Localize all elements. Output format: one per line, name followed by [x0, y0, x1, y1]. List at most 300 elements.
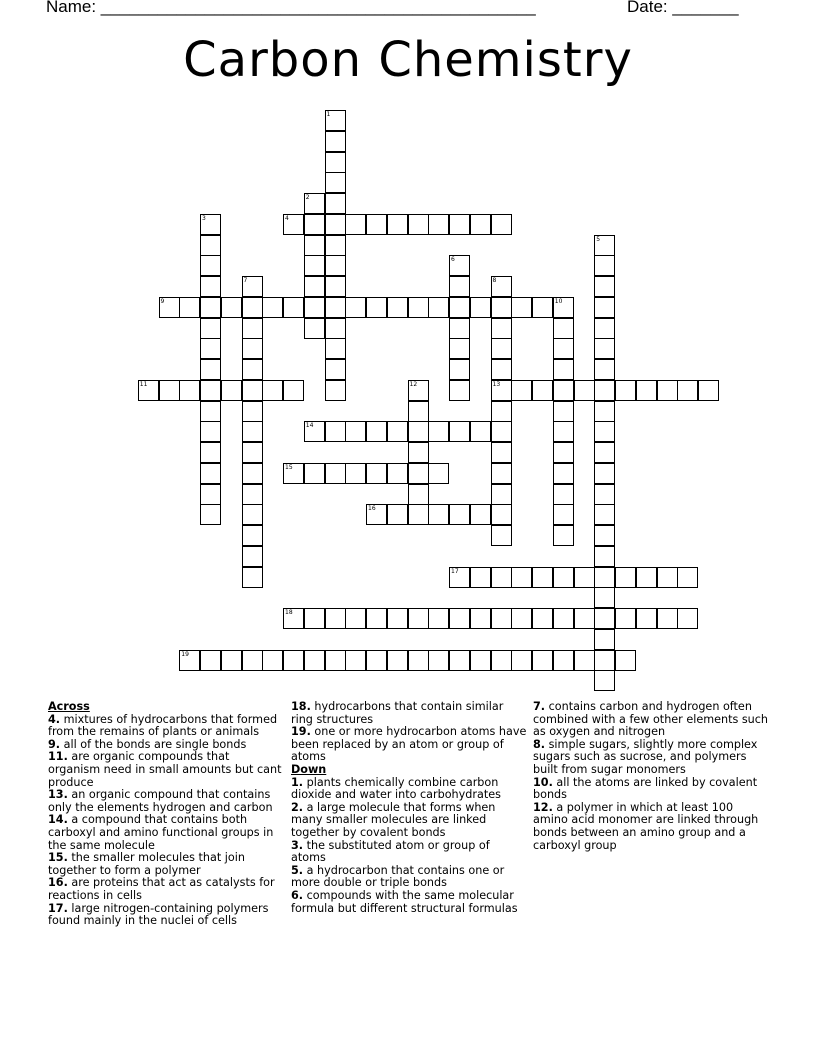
grid-cell[interactable] [698, 380, 719, 401]
across-clue [48, 903, 284, 928]
grid-cell[interactable] [159, 380, 180, 401]
grid-cell[interactable] [594, 546, 615, 567]
grid-cell[interactable] [325, 463, 346, 484]
grid-cell[interactable] [574, 567, 595, 588]
grid-cell[interactable] [594, 650, 615, 671]
grid-cell[interactable] [242, 546, 263, 567]
grid-cell[interactable] [325, 297, 346, 318]
grid-cell[interactable] [221, 380, 242, 401]
grid-cell[interactable] [594, 608, 615, 629]
clue-text: a compound that contains both carboxyl and amino functional groups in the same molecule [48, 813, 274, 852]
grid-cell[interactable] [594, 567, 615, 588]
grid-cell[interactable] [491, 504, 512, 525]
grid-cell[interactable] [242, 380, 263, 401]
grid-cell[interactable] [677, 567, 698, 588]
grid-cell[interactable] [594, 504, 615, 525]
grid-cell[interactable] [470, 297, 491, 318]
grid-cell[interactable] [449, 255, 470, 276]
grid-cell[interactable] [491, 567, 512, 588]
across-clue [48, 877, 284, 902]
grid-cell[interactable] [387, 297, 408, 318]
grid-cell[interactable] [304, 608, 325, 629]
grid-cell[interactable] [262, 650, 283, 671]
grid-cell[interactable] [428, 608, 449, 629]
grid-cell[interactable] [345, 608, 366, 629]
clue-text: an organic compound that contains only the elements hydrogen and carbon [48, 788, 273, 814]
grid-cell[interactable] [221, 297, 242, 318]
clue-number-label: 3. [291, 838, 304, 852]
grid-cell[interactable] [491, 608, 512, 629]
clue-number: 16 [368, 505, 376, 513]
clue-number: 4 [285, 214, 289, 222]
across-clue [291, 726, 527, 764]
grid-cell[interactable] [242, 359, 263, 380]
grid-cell[interactable] [553, 484, 574, 505]
grid-cell[interactable] [366, 214, 387, 235]
grid-cell[interactable] [449, 338, 470, 359]
grid-cell[interactable] [304, 276, 325, 297]
clue-text: compounds with the same molecular formula but different structural formulas [291, 888, 518, 915]
clue-number: 14 [305, 422, 314, 430]
grid-cell[interactable] [325, 235, 346, 256]
grid-cell[interactable] [200, 255, 221, 276]
clue-text: plants chemically combine carbon dioxide and water into carbohydrates [291, 775, 501, 802]
grid-cell[interactable] [657, 567, 678, 588]
grid-cell[interactable] [594, 380, 615, 401]
grid-cell[interactable] [408, 401, 429, 422]
grid-cell[interactable] [677, 380, 698, 401]
grid-cell[interactable] [242, 463, 263, 484]
down-clue [533, 739, 769, 777]
grid-cell[interactable] [574, 608, 595, 629]
grid-cell[interactable] [325, 650, 346, 671]
grid-cell[interactable] [242, 276, 263, 297]
grid-cell[interactable] [594, 338, 615, 359]
clues-column-1 [48, 701, 284, 928]
grid-cell[interactable] [491, 484, 512, 505]
grid-cell[interactable] [242, 567, 263, 588]
grid-cell[interactable] [387, 650, 408, 671]
clue-number-label: 6. [291, 888, 304, 902]
grid-cell[interactable] [179, 650, 200, 671]
grid-cell[interactable] [553, 650, 574, 671]
clue-number-label: 15. [48, 851, 68, 865]
grid-cell[interactable] [449, 650, 470, 671]
grid-cell[interactable] [345, 421, 366, 442]
grid-cell[interactable] [553, 463, 574, 484]
grid-cell[interactable] [408, 442, 429, 463]
across-clue [48, 751, 284, 789]
grid-cell[interactable] [491, 463, 512, 484]
grid-cell[interactable] [594, 587, 615, 608]
grid-cell[interactable] [532, 608, 553, 629]
grid-cell[interactable] [470, 214, 491, 235]
grid-cell[interactable] [449, 214, 470, 235]
grid-cell[interactable] [366, 650, 387, 671]
clue-number-label: 2. [291, 800, 304, 814]
grid-cell[interactable] [532, 380, 553, 401]
down-clue [291, 802, 527, 840]
grid-cell[interactable] [200, 276, 221, 297]
clue-number: 7 [243, 277, 248, 284]
grid-cell[interactable] [159, 297, 180, 318]
grid-cell[interactable] [138, 380, 159, 401]
grid-cell[interactable] [325, 172, 346, 193]
grid-cell[interactable] [491, 380, 512, 401]
grid-cell[interactable] [304, 214, 325, 235]
grid-cell[interactable] [325, 214, 346, 235]
grid-cell[interactable] [242, 338, 263, 359]
down-clue [291, 777, 527, 802]
clue-number-label: 9. [48, 737, 61, 751]
clue-number-label: 11. [48, 750, 68, 764]
grid-cell[interactable] [325, 318, 346, 339]
grid-cell[interactable] [449, 380, 470, 401]
clue-number-label: 13. [48, 788, 68, 802]
grid-cell[interactable] [449, 421, 470, 442]
grid-cell[interactable] [366, 421, 387, 442]
grid-cell[interactable] [677, 608, 698, 629]
down-clue [533, 802, 769, 852]
grid-cell[interactable] [304, 255, 325, 276]
grid-cell[interactable] [594, 463, 615, 484]
grid-cell[interactable] [470, 504, 491, 525]
grid-cell[interactable] [532, 650, 553, 671]
clues-column-3 [533, 701, 769, 852]
grid-cell[interactable] [511, 567, 532, 588]
clue-number-label: 10. [533, 775, 553, 789]
grid-cell[interactable] [470, 421, 491, 442]
grid-cell[interactable] [511, 380, 532, 401]
grid-cell[interactable] [491, 421, 512, 442]
grid-cell[interactable] [366, 297, 387, 318]
clue-text: a hydrocarbon that contains one or more double or triple bonds [291, 863, 505, 890]
grid-cell[interactable] [345, 214, 366, 235]
grid-cell[interactable] [470, 650, 491, 671]
across-clue [48, 789, 284, 814]
grid-cell[interactable] [262, 297, 283, 318]
grid-cell[interactable] [242, 484, 263, 505]
grid-cell[interactable] [200, 214, 221, 235]
clue-text: all of the bonds are single bonds [60, 737, 247, 751]
grid-cell[interactable] [594, 235, 615, 256]
grid-cell[interactable] [449, 567, 470, 588]
grid-cell[interactable] [615, 650, 636, 671]
grid-cell[interactable] [594, 318, 615, 339]
clue-number: 9 [160, 297, 165, 305]
grid-cell[interactable] [408, 214, 429, 235]
grid-cell[interactable] [657, 608, 678, 629]
grid-cell[interactable] [428, 297, 449, 318]
clues-column-2 [291, 701, 527, 915]
clue-text: are proteins that act as catalysts for reactions in cells [48, 876, 275, 902]
grid-cell[interactable] [636, 608, 657, 629]
grid-cell[interactable] [242, 297, 263, 318]
grid-cell[interactable] [428, 421, 449, 442]
grid-cell[interactable] [491, 338, 512, 359]
grid-cell[interactable] [553, 525, 574, 546]
grid-cell[interactable] [387, 504, 408, 525]
grid-cell[interactable] [221, 650, 242, 671]
grid-cell[interactable] [449, 504, 470, 525]
clue-number: 5 [596, 235, 601, 243]
grid-cell[interactable] [636, 380, 657, 401]
grid-cell[interactable] [242, 525, 263, 546]
grid-cell[interactable] [283, 297, 304, 318]
clue-text: hydrocarbons that contain similar ring structures [291, 700, 504, 726]
clue-number-label: 16. [48, 876, 68, 890]
clue-number-label: 14. [48, 813, 68, 827]
grid-cell[interactable] [491, 650, 512, 671]
clue-number-label: 18. [291, 700, 311, 713]
grid-cell[interactable] [200, 504, 221, 525]
across-clue [48, 814, 284, 852]
clue-number: 17 [451, 567, 459, 575]
grid-cell[interactable] [325, 193, 346, 214]
clue-text: all the atoms are linked by covalent bonds [533, 775, 758, 802]
clue-number-label: 5. [291, 863, 304, 877]
grid-cell[interactable] [553, 380, 574, 401]
grid-cell[interactable] [387, 214, 408, 235]
clue-text: a large molecule that forms when many smaller molecules are linked together by covalent bonds [291, 800, 496, 839]
grid-cell[interactable] [511, 650, 532, 671]
grid-cell[interactable] [242, 442, 263, 463]
clue-number: 19 [181, 650, 189, 658]
across-clue [48, 714, 284, 739]
clue-text: mixtures of hydrocarbons that formed from the remains of plants or animals [48, 712, 278, 739]
clue-number-label: 19. [291, 725, 311, 739]
grid-cell[interactable] [325, 421, 346, 442]
clue-number: 8 [492, 277, 497, 284]
grid-cell[interactable] [491, 214, 512, 235]
grid-cell[interactable] [304, 235, 325, 256]
grid-cell[interactable] [200, 359, 221, 380]
grid-cell[interactable] [179, 380, 200, 401]
grid-cell[interactable] [511, 297, 532, 318]
clue-number-label: 17. [48, 901, 68, 915]
grid-cell[interactable] [200, 235, 221, 256]
grid-cell[interactable] [408, 463, 429, 484]
grid-cell[interactable] [242, 401, 263, 422]
grid-cell[interactable] [428, 214, 449, 235]
clue-number-label: 1. [291, 775, 304, 789]
grid-cell[interactable] [262, 380, 283, 401]
grid-cell[interactable] [594, 525, 615, 546]
grid-cell[interactable] [200, 297, 221, 318]
grid-cell[interactable] [594, 276, 615, 297]
grid-cell[interactable] [242, 650, 263, 671]
grid-cell[interactable] [325, 276, 346, 297]
down-clue [533, 701, 769, 739]
grid-cell[interactable] [491, 359, 512, 380]
across-heading: Across [48, 700, 90, 713]
grid-cell[interactable] [366, 463, 387, 484]
grid-cell[interactable] [491, 297, 512, 318]
grid-cell[interactable] [325, 380, 346, 401]
down-heading: Down [291, 762, 327, 776]
grid-cell[interactable] [304, 421, 325, 442]
grid-cell[interactable] [283, 463, 304, 484]
grid-cell[interactable] [491, 401, 512, 422]
clue-number: 10 [554, 297, 563, 305]
grid-cell[interactable] [366, 608, 387, 629]
grid-cell[interactable] [283, 380, 304, 401]
grid-cell[interactable] [594, 359, 615, 380]
date-field-label: Date: _______ [627, 0, 739, 16]
grid-cell[interactable] [200, 442, 221, 463]
grid-cell[interactable] [200, 380, 221, 401]
grid-cell[interactable] [428, 504, 449, 525]
clue-text: contains carbon and hydrogen often combined with a few other elements such as oxygen and nitrogen [533, 700, 769, 739]
grid-cell[interactable] [325, 608, 346, 629]
grid-cell[interactable] [594, 297, 615, 318]
grid-cell[interactable] [242, 504, 263, 525]
grid-cell[interactable] [553, 442, 574, 463]
grid-cell[interactable] [345, 297, 366, 318]
grid-cell[interactable] [200, 421, 221, 442]
clue-number-label: 8. [533, 737, 546, 751]
clue-number: 13 [492, 380, 501, 388]
grid-cell[interactable] [325, 359, 346, 380]
grid-cell[interactable] [491, 276, 512, 297]
grid-cell[interactable] [242, 421, 263, 442]
grid-cell[interactable] [449, 276, 470, 297]
grid-cell[interactable] [449, 318, 470, 339]
grid-cell[interactable] [325, 338, 346, 359]
grid-cell[interactable] [615, 608, 636, 629]
name-field-label: Name: ______________________________________________ [46, 0, 536, 16]
down-clue [291, 890, 527, 915]
grid-cell[interactable] [553, 401, 574, 422]
clue-number: 1 [326, 111, 331, 118]
grid-cell[interactable] [366, 504, 387, 525]
grid-cell[interactable] [283, 608, 304, 629]
grid-cell[interactable] [553, 567, 574, 588]
grid-cell[interactable] [408, 380, 429, 401]
clue-number: 15 [285, 463, 293, 471]
grid-cell[interactable] [304, 297, 325, 318]
grid-cell[interactable] [615, 380, 636, 401]
grid-cell[interactable] [532, 567, 553, 588]
grid-cell[interactable] [428, 463, 449, 484]
clue-text: simple sugars, slightly more complex sugars such as sucrose, and polymers built from sugar monomers [533, 737, 758, 776]
grid-cell[interactable] [325, 255, 346, 276]
grid-cell[interactable] [325, 131, 346, 152]
clue-text: the smaller molecules that join together to form a polymer [48, 851, 245, 877]
grid-cell[interactable] [304, 463, 325, 484]
grid-cell[interactable] [594, 442, 615, 463]
grid-cell[interactable] [428, 650, 449, 671]
grid-cell[interactable] [553, 318, 574, 339]
grid-cell[interactable] [387, 421, 408, 442]
grid-cell[interactable] [594, 670, 615, 691]
grid-cell[interactable] [179, 297, 200, 318]
clue-number-label: 12. [533, 800, 553, 814]
grid-cell[interactable] [574, 380, 595, 401]
grid-cell[interactable] [657, 380, 678, 401]
down-clue [533, 777, 769, 802]
grid-cell[interactable] [470, 608, 491, 629]
clue-text: a polymer in which at least 100 amino acid monomer are linked through bonds between an amino group and a carboxyl group [533, 800, 759, 852]
across-clue [291, 701, 527, 726]
grid-cell[interactable] [345, 650, 366, 671]
clue-number-label: 7. [533, 700, 546, 713]
grid-cell[interactable] [470, 567, 491, 588]
grid-cell[interactable] [200, 650, 221, 671]
grid-cell[interactable] [615, 567, 636, 588]
grid-cell[interactable] [200, 484, 221, 505]
grid-cell[interactable] [200, 318, 221, 339]
across-clue [48, 852, 284, 877]
grid-cell[interactable] [408, 297, 429, 318]
grid-cell[interactable] [200, 338, 221, 359]
clue-text: large nitrogen-containing polymers found mainly in the nuclei of cells [48, 901, 269, 928]
grid-cell[interactable] [553, 338, 574, 359]
page-title: Carbon Chemistry [183, 32, 633, 88]
grid-cell[interactable] [594, 255, 615, 276]
grid-cell[interactable] [449, 359, 470, 380]
grid-cell[interactable] [304, 193, 325, 214]
grid-cell[interactable] [304, 650, 325, 671]
grid-cell[interactable] [553, 504, 574, 525]
grid-cell[interactable] [594, 629, 615, 650]
clue-number: 18 [285, 609, 293, 616]
grid-cell[interactable] [511, 608, 532, 629]
grid-cell[interactable] [553, 297, 574, 318]
grid-cell[interactable] [408, 484, 429, 505]
grid-cell[interactable] [200, 401, 221, 422]
grid-cell[interactable] [594, 421, 615, 442]
grid-cell[interactable] [553, 608, 574, 629]
grid-cell[interactable] [449, 608, 470, 629]
grid-cell[interactable] [345, 463, 366, 484]
grid-cell[interactable] [200, 463, 221, 484]
grid-cell[interactable] [325, 152, 346, 173]
clue-number: 11 [139, 380, 148, 388]
grid-cell[interactable] [491, 525, 512, 546]
grid-cell[interactable] [283, 214, 304, 235]
clue-text: are organic compounds that organism need in small amounts but cant produce [48, 750, 282, 789]
grid-cell[interactable] [491, 318, 512, 339]
grid-cell[interactable] [387, 463, 408, 484]
clue-text: one or more hydrocarbon atoms have been replaced by an atom or group of atoms [291, 725, 527, 764]
grid-cell[interactable] [408, 608, 429, 629]
clue-number: 6 [451, 256, 455, 264]
grid-cell[interactable] [636, 567, 657, 588]
grid-cell[interactable] [387, 608, 408, 629]
grid-cell[interactable] [594, 401, 615, 422]
clue-number: 3 [202, 214, 206, 222]
grid-cell[interactable] [325, 110, 346, 131]
grid-cell[interactable] [408, 421, 429, 442]
grid-cell[interactable] [553, 421, 574, 442]
grid-cell[interactable] [242, 318, 263, 339]
down-clue [291, 865, 527, 890]
clue-number-label: 4. [48, 712, 61, 726]
grid-cell[interactable] [408, 504, 429, 525]
clue-number: 12 [409, 380, 418, 388]
grid-cell[interactable] [491, 442, 512, 463]
grid-cell[interactable] [408, 650, 429, 671]
clue-number: 2 [305, 194, 310, 201]
grid-cell[interactable] [574, 650, 595, 671]
grid-cell[interactable] [532, 297, 553, 318]
grid-cell[interactable] [283, 650, 304, 671]
grid-cell[interactable] [304, 318, 325, 339]
grid-cell[interactable] [594, 484, 615, 505]
grid-cell[interactable] [449, 297, 470, 318]
grid-cell[interactable] [553, 359, 574, 380]
